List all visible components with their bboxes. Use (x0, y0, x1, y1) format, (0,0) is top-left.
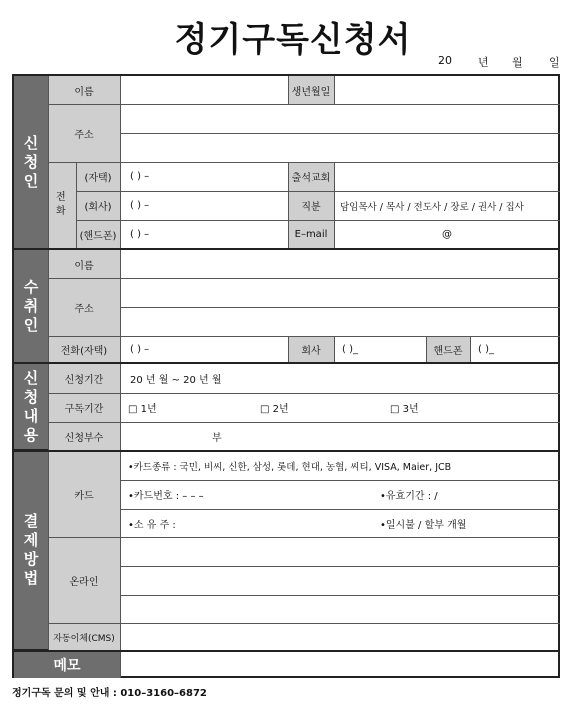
divider (470, 336, 471, 362)
applicant-email-field[interactable]: @ (442, 228, 452, 240)
applicant-office-label: (회사) (76, 191, 120, 220)
divider (334, 76, 335, 104)
date-year-unit: 년 (478, 56, 489, 69)
divider (48, 623, 560, 624)
form-title: 정기구독신청서 (174, 20, 412, 60)
divider (120, 509, 560, 510)
divider (14, 650, 560, 652)
subscription-section: 신청내용 (14, 364, 48, 451)
applicant-mobile-phone[interactable]: ( ) – (130, 228, 150, 240)
online-line1[interactable] (120, 537, 560, 566)
copies-field[interactable]: 부 (212, 433, 222, 444)
divider (14, 450, 560, 452)
card-label: 카드 (48, 451, 120, 537)
online-label: 온라인 (48, 537, 120, 623)
recipient-address-line2[interactable] (120, 307, 560, 336)
divider (48, 422, 560, 423)
divider (48, 104, 560, 105)
divider (120, 133, 560, 134)
divider (48, 278, 560, 279)
cms-label: 자동이체(CMS) (48, 623, 120, 651)
recipient-address-line1[interactable] (120, 278, 560, 307)
recipient-office-phone[interactable]: ( )_ (342, 343, 358, 355)
payment-section: 결제방법 (14, 451, 48, 651)
divider (76, 191, 560, 192)
card-expiry-field[interactable]: •유효기간 : / (380, 491, 438, 502)
applicant-home-phone[interactable]: ( ) – (130, 171, 150, 182)
applicant-phone-label: 전화 (48, 162, 76, 248)
subscription-form (12, 74, 560, 678)
copies-label: 신청부수 (48, 422, 120, 451)
divider (14, 362, 560, 364)
date-day-unit: 일 (549, 56, 560, 69)
recipient-home-phone[interactable]: ( ) – (130, 343, 150, 355)
card-types[interactable]: •카드종류 : 국민, 비씨, 신한, 삼성, 롯데, 현대, 농협, 씨티, VISA, Maier, JCB (128, 461, 452, 473)
divider (48, 537, 560, 538)
divider (334, 162, 335, 248)
applicant-birth-label: 생년월일 (288, 76, 334, 104)
card-owner-field[interactable]: •소 유 주 : (128, 519, 176, 531)
recipient-name-label: 이름 (48, 250, 120, 278)
applicant-email-label: E–mail (288, 220, 334, 248)
recipient-mobile-phone[interactable]: ( )_ (478, 343, 494, 355)
divider (76, 162, 77, 248)
online-line2[interactable] (120, 566, 560, 595)
applicant-address-label: 주소 (48, 104, 120, 162)
divider (48, 393, 560, 394)
date-year: 20 (438, 54, 452, 67)
date-month-unit: 월 (512, 56, 523, 69)
period-field[interactable]: 20 년 월 ~ 20 년 월 (130, 375, 222, 386)
applicant-church-field[interactable] (334, 162, 560, 191)
recipient-section: 수취인 (14, 250, 48, 364)
recipient-address-label: 주소 (48, 278, 120, 336)
divider (288, 162, 289, 248)
recipient-mobile-label: 핸드폰 (426, 336, 470, 362)
divider (288, 336, 289, 362)
applicant-name-label: 이름 (48, 76, 120, 104)
memo-label: 메모 (14, 651, 120, 678)
divider (426, 336, 427, 362)
applicant-office-phone[interactable]: ( ) – (130, 200, 150, 211)
divider (120, 307, 560, 308)
applicant-section: 신청인 (14, 76, 48, 250)
divider (120, 595, 560, 596)
card-number-field[interactable]: •카드번호 : – – – (128, 491, 204, 502)
divider (288, 76, 289, 104)
term-3-year-checkbox[interactable]: □ 3년 (390, 404, 419, 415)
divider (48, 162, 560, 163)
divider (120, 566, 560, 567)
applicant-mobile-label: (핸드폰) (76, 220, 120, 248)
cms-field[interactable] (120, 623, 560, 651)
applicant-address-line1[interactable] (120, 104, 560, 133)
divider (120, 480, 560, 481)
divider (334, 336, 335, 362)
installment-field[interactable]: •일시불 / 할부 개월 (380, 519, 467, 531)
divider (76, 220, 560, 221)
recipient-home-phone-label: 전화(자택) (48, 336, 120, 362)
period-label: 신청기간 (48, 364, 120, 393)
applicant-position-label: 직분 (288, 191, 334, 220)
contact-footer: 정기구독 문의 및 안내 : 010–3160–6872 (12, 688, 207, 699)
recipient-name-field[interactable] (120, 250, 560, 278)
recipient-office-label: 회사 (288, 336, 334, 362)
term-2-year-checkbox[interactable]: □ 2년 (260, 404, 289, 415)
applicant-position-options[interactable]: 담임목사 / 목사 / 전도사 / 장로 / 권사 / 집사 (340, 201, 524, 213)
term-1-year-checkbox[interactable]: □ 1년 (128, 404, 157, 415)
divider (14, 248, 560, 250)
applicant-home-label: (자택) (76, 162, 120, 191)
applicant-birth-field[interactable] (334, 76, 560, 104)
divider (120, 76, 121, 678)
divider (48, 336, 560, 337)
memo-field[interactable] (120, 651, 560, 678)
online-line3[interactable] (120, 595, 560, 623)
term-label: 구독기간 (48, 393, 120, 422)
applicant-church-label: 출석교회 (288, 162, 334, 191)
applicant-address-line2[interactable] (120, 133, 560, 162)
applicant-name-field[interactable] (120, 76, 288, 104)
